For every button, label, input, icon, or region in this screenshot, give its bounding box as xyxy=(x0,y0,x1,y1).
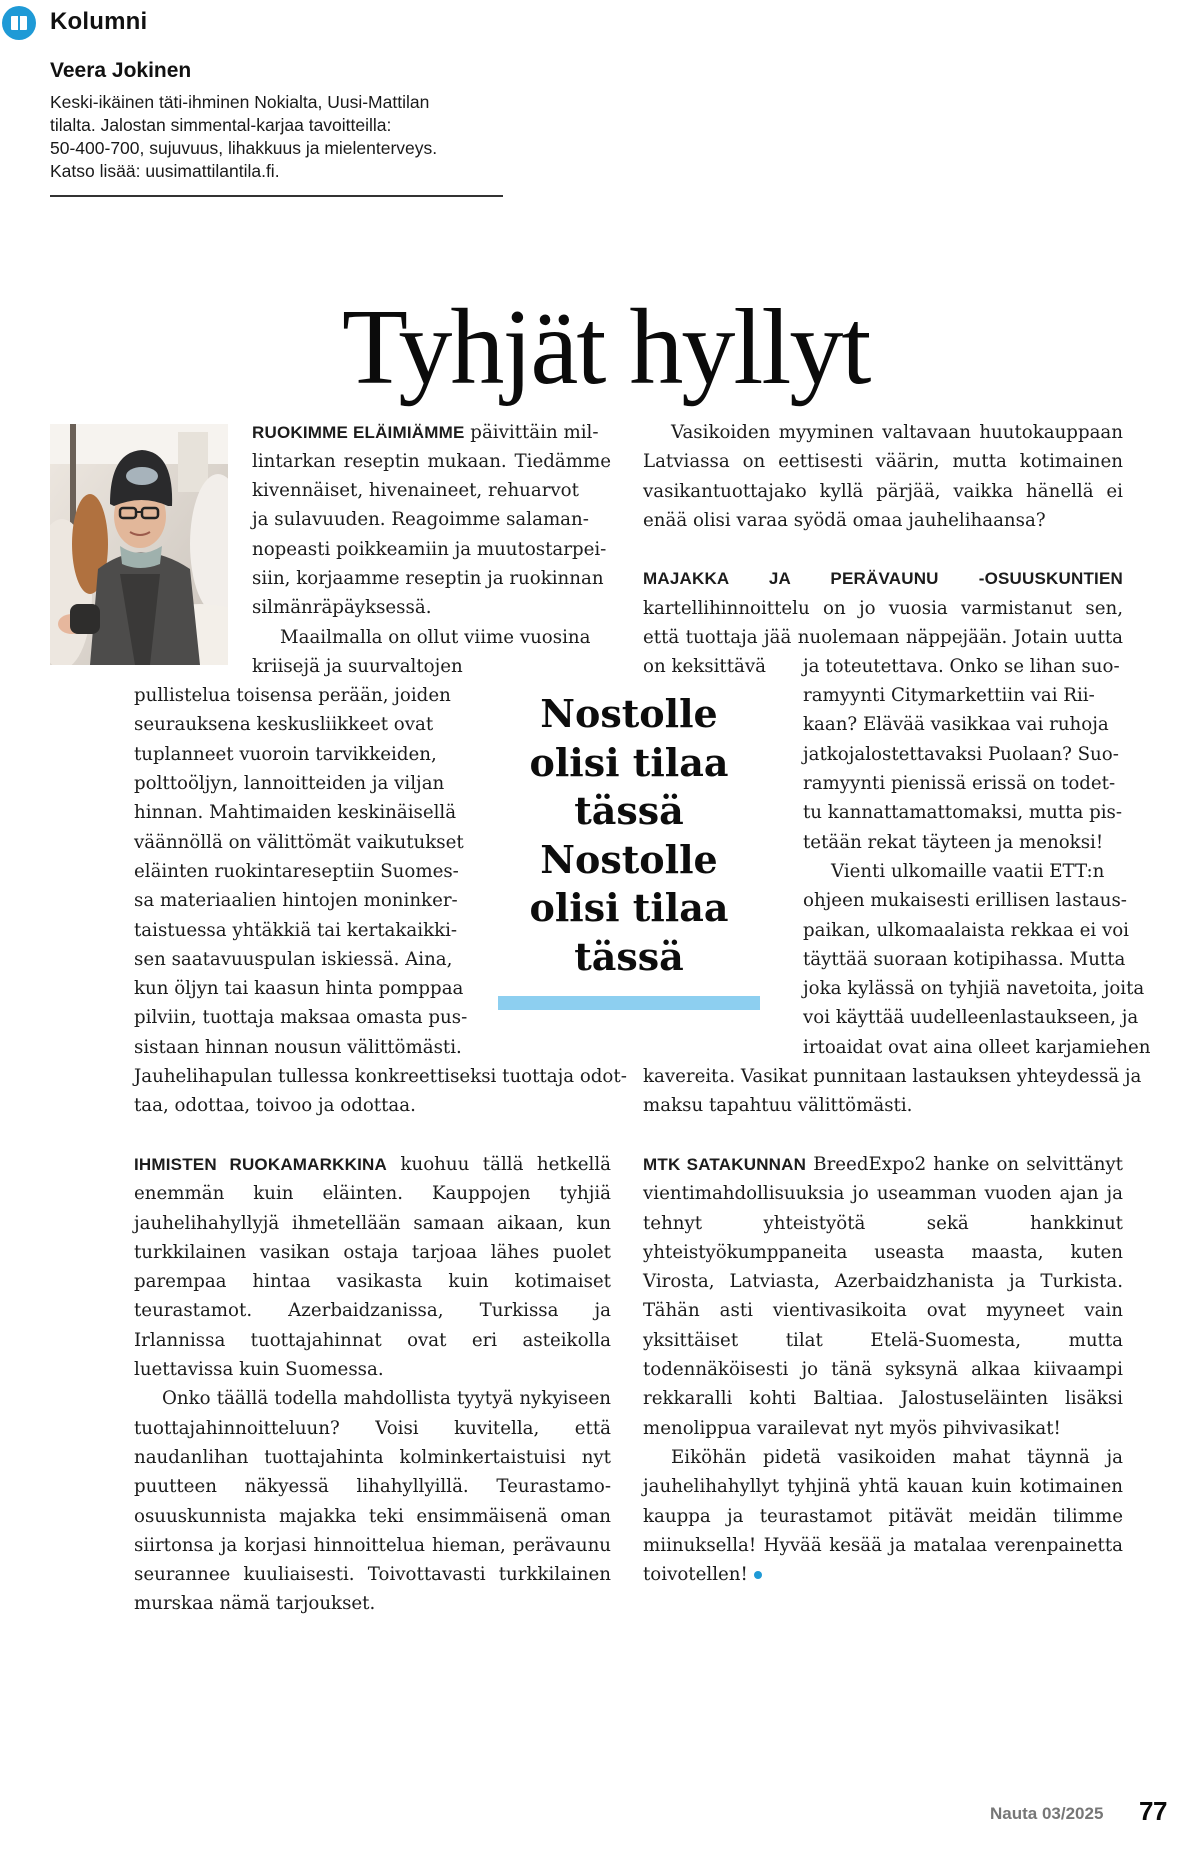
body-paragraph: Vasikoiden myyminen valtavaan huutokauppaan Latviassa on eettisesti väärin, mutta kotimainen vasikantuottajako kyllä pärjää, vaikka hänellä ei enää olisi varaa syödä omaa jauhelihaansa? xyxy=(643,422,1123,531)
pull-quote-line: Nostolle xyxy=(540,836,718,882)
body-line: silmänräpäyksessä. xyxy=(252,597,432,618)
lead-in: RUOKIMME ELÄIMIÄMME xyxy=(252,423,465,442)
pull-quote-bar xyxy=(498,996,760,1010)
article-title: Tyhjät hyllyt xyxy=(342,288,870,407)
body-line: tuplanneet vuoroin tarvikkeiden, xyxy=(134,744,437,765)
body-line: Jauhelihapulan tullessa konkreettiseksi tuottaja odot- xyxy=(134,1066,627,1087)
body-line: kun öljyn tai kaasun hinta pomppaa xyxy=(134,978,464,999)
end-dot-icon xyxy=(754,1571,762,1579)
body-line: pilviin, tuottaja maksaa omasta pus- xyxy=(134,1007,468,1028)
body-paragraph: IHMISTEN RUOKAMARKKINA kuohuu tällä hetkellä enemmän kuin eläinten. Kauppojen tyhjiä jauhelihahyllyjä ihmetellään samaan aikaan, kun turkkilainen vasikan ostaja tarjoaa lähes puolet parempaa hintaa vasikasta kuin kotimaiset teurastamot. Azerbaidzanissa, Turkissa ja Irlannissa tuottajahinnat ovat eri asteikolla luettavissa kuin Suomessa. xyxy=(134,1154,611,1381)
body-line: sen saatavuuspulan iskiessä. Aina, xyxy=(134,949,453,970)
lead-in: IHMISTEN RUOKAMARKKINA xyxy=(134,1155,387,1174)
author-name: Veera Jokinen xyxy=(50,59,192,82)
body-line: sa materiaalien hintojen moninker- xyxy=(134,890,458,911)
body-line: voi käyttää uudelleenlastaukseen, ja xyxy=(803,1007,1139,1028)
body-line: eläinten ruokintareseptiin Suomes- xyxy=(134,861,459,882)
body-line: tu kannattamattomaksi, mutta pis- xyxy=(803,802,1123,823)
body-line: lintarkan reseptin mukaan. Tiedämme xyxy=(252,451,611,472)
body-line: pullistelua toisensa perään, joiden xyxy=(134,685,451,706)
body-line: kriisejä ja suurvaltojen xyxy=(252,656,463,677)
body-paragraph: MAJAKKA JA PERÄVAUNU -OSUUSKUNTIEN kartellihinnoittelu on jo vuosia varmistanut sen, että tuottaja jää nuolemaan näppejään. Jotain uutta on keksittävä xyxy=(643,569,1123,678)
body-line: ja sulavuuden. Reagoimme salaman- xyxy=(252,509,589,530)
pull-quote xyxy=(498,690,760,981)
body-line: paikan, ulkomaalaista rekkaa ei voi xyxy=(803,920,1129,941)
pull-quote-line: Nostolle xyxy=(540,691,718,736)
body-line: ohjeen mukaisesti erillisen lastaus- xyxy=(803,890,1127,911)
lead-in: MTK SATAKUNNAN xyxy=(643,1155,807,1174)
body-line: sistaan hinnan nousun välittömästi. xyxy=(134,1037,462,1058)
body-line: kivennäiset, hivenaineet, rehuarvot xyxy=(252,480,579,501)
author-bio-line: tilalta. Jalostan simmental-karjaa tavoitteilla: xyxy=(50,115,392,135)
page-number: 77 xyxy=(1139,1796,1167,1826)
col1-lower xyxy=(134,1150,611,1619)
body-line: joka kylässä on tyhjiä navetoita, joita xyxy=(803,978,1145,999)
body-line: kavereita. Vasikat punnitaan lastauksen yhteydessä ja xyxy=(643,1066,1142,1087)
body-line: täyttää suoraan kotipihassa. Mutta xyxy=(803,949,1126,970)
body-line: seurauksena keskusliikkeet ovat xyxy=(134,714,434,735)
body-line: taistuessa yhtäkkiä tai kertakaikki- xyxy=(134,920,458,941)
body-line: kaan? Elävää vasikkaa vai ruhoja xyxy=(803,714,1109,735)
body-line: polttoöljyn, lannoitteiden ja viljan xyxy=(134,773,445,794)
lead-in: MAJAKKA JA PERÄVAUNU -OSUUSKUNTIEN xyxy=(643,569,1123,589)
col2-lower xyxy=(643,1150,1123,1589)
body-line: jatkojalostettavaksi Puolaan? Suo- xyxy=(803,744,1119,765)
section-label: Kolumni xyxy=(50,8,148,35)
body-line: tetään rekat täyteen ja menoksi! xyxy=(803,832,1104,853)
body-paragraph: MTK SATAKUNNAN BreedExpo2 hanke on selvittänyt vientimahdollisuuksia jo useamman vuoden ajan ja tehnyt yhteistyötä sekä hankkinut yhteistyökumppaneita useasta maasta, kuten Virosta, Latviasta, Azerbaidzhanista ja Turkista. Tähän asti vientivasikoita ovat myyneet vain yksittäiset tilat Etelä-Suomesta, mutta todennäköisesti jo tänä syksynä alkaa kiivaampi rekkaralli kohti Baltiaa. Jalostuseläinten lisäksi menolippua varailevat nyt myös pihvivasikat! xyxy=(643,1154,1123,1439)
body-line: hinnan. Mahtimaiden keskinäisellä xyxy=(134,802,457,823)
body-line: väännöllä on välittömät vaikutukset xyxy=(134,832,464,853)
col2-intro xyxy=(643,418,1123,682)
magazine-issue: Nauta 03/2025 xyxy=(990,1804,1104,1823)
body-line: Vienti ulkomaille vaatii ETT:n xyxy=(831,861,1105,882)
author-bio xyxy=(50,91,520,183)
pull-quote-line: tässä xyxy=(574,933,684,979)
pull-quote-line: olisi tilaa xyxy=(529,739,729,785)
body-line: maksu tapahtuu välittömästi. xyxy=(643,1095,913,1116)
body-line: ramyynti Citymarkettiin vai Rii- xyxy=(803,685,1095,706)
body-paragraph: Onko täällä todella mahdollista tyytyä nykyiseen tuottajahinnoitteluun? Voisi kuvitella, että naudanlihan tuottajahinta kolminkertaistuisi nyt puutteen näkyessä lihahyllyillä. Teurastamo-osuuskunnista majakka teki ensimmäisenä oman siirtonsa ja korjasi hinnoittelua hieman, perävaunu seurannee kuuliaisesti. Toivottavasti turkkilainen murskaa nämä tarjoukset. xyxy=(134,1388,611,1615)
body-line: taa, odottaa, toivoo ja odottaa. xyxy=(134,1095,416,1116)
body-line: Maailmalla on ollut viime vuosina xyxy=(280,627,591,648)
author-bio-line: 50-400-700, sujuvuus, lihakkuus ja mielenterveys. xyxy=(50,138,438,158)
col1-intro: RUOKIMME ELÄIMIÄMME päivittäin mil- xyxy=(252,422,599,443)
body-line: ramyynti pienissä erissä on todet- xyxy=(803,773,1116,794)
author-bio-line: Keski-ikäinen täti-ihminen Nokialta, Uusi-Mattilan xyxy=(50,92,430,112)
pull-quote-line: tässä xyxy=(574,788,684,833)
byline-divider xyxy=(50,195,503,197)
body-line: siin, korjaamme reseptin ja ruokinnan xyxy=(252,568,604,589)
body-line: irtoaidat ovat aina olleet karjamiehen xyxy=(803,1037,1151,1058)
open-book-icon xyxy=(2,6,36,40)
body-paragraph: Eiköhän pidetä vasikoiden mahat täynnä ja jauhelihahyllyt tyhjinä yhtä kauan kuin kotimainen kauppa ja teurastamot pitävät meidän tilimme miinuksella! Hyvää kesää ja matalaa verenpainetta toivotellen! xyxy=(643,1446,1123,1586)
body-line: nopeasti poikkeamiin ja muutostarpei- xyxy=(252,539,607,560)
author-bio-line: Katso lisää: uusimattilantila.fi. xyxy=(50,161,280,181)
pull-quote-line: olisi tilaa xyxy=(529,885,729,930)
author-photo xyxy=(50,424,228,665)
body-line: ja toteutettava. Onko se lihan suo- xyxy=(803,656,1120,677)
